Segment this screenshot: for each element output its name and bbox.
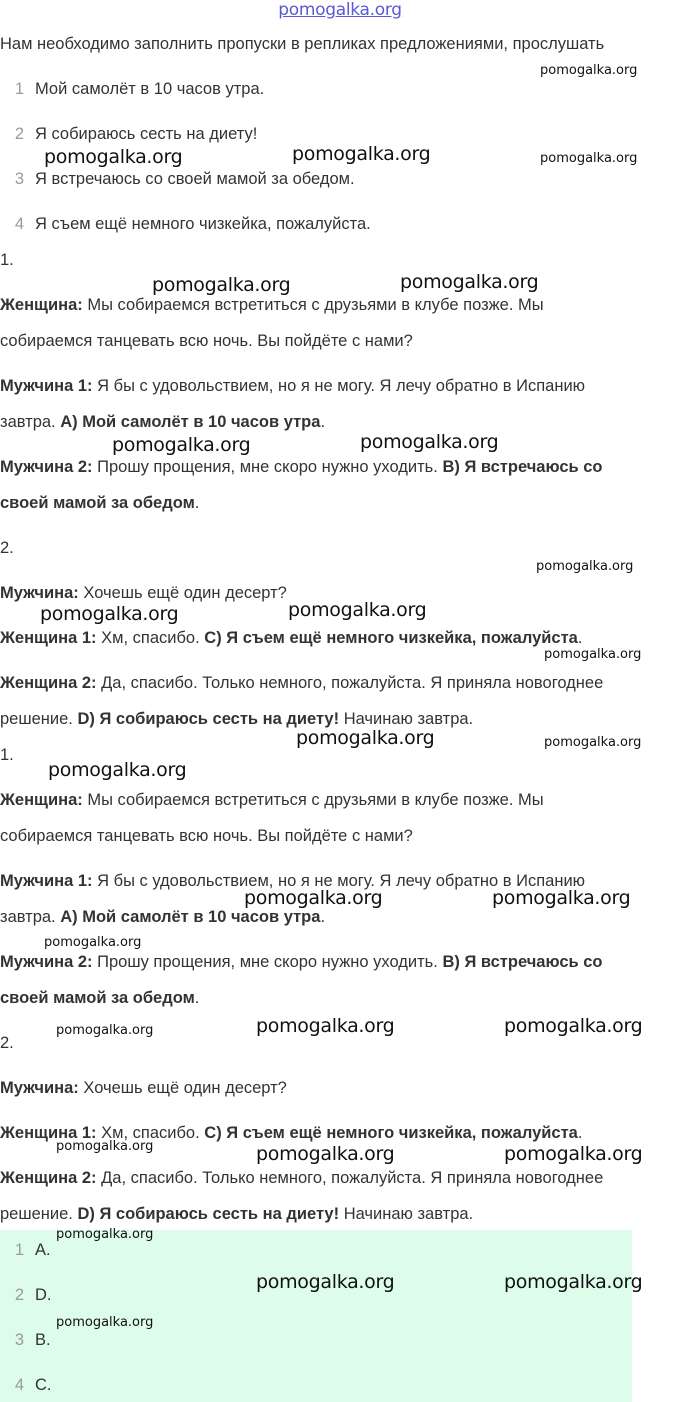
line-text: Я бы с удовольствием, но я не могу. Я лечу обратно в Испанию <box>97 377 586 395</box>
dialogue-number: 1. <box>0 746 14 764</box>
line-text: Я бы с удовольствием, но я не могу. Я лечу обратно в Испанию <box>97 872 586 890</box>
watermark: pomogalka.org <box>256 1143 395 1165</box>
line-text: Хм, спасибо. <box>101 629 200 647</box>
watermark: pomogalka.org <box>504 1271 643 1293</box>
option-text: Я собираюсь сесть на диету! <box>35 125 258 143</box>
answer-text: A) Мой самолёт в 10 часов утра <box>60 908 321 926</box>
answer-text: A) Мой самолёт в 10 часов утра <box>60 413 321 431</box>
answer-text: своей мамой за обедом <box>0 494 195 512</box>
speaker-label: Мужчина 2: <box>0 953 93 971</box>
option-text: Я встречаюсь со своей мамой за обедом. <box>35 170 355 188</box>
dialogue-line <box>0 457 603 477</box>
answer-text: B) Я встречаюсь со <box>442 458 603 476</box>
speaker-label: Мужчина: <box>0 1079 79 1097</box>
line-text: Начинаю завтра. <box>343 710 474 728</box>
answer-text: C) Я съем ещё немного чизкейка, пожалуйста <box>204 629 578 647</box>
answer-text: своей мамой за обедом <box>0 989 195 1007</box>
watermark: pomogalka.org <box>44 146 183 168</box>
answer-letter: D. <box>35 1286 52 1304</box>
watermark: pomogalka.org <box>44 935 142 950</box>
answer-number: 4 <box>14 1376 24 1394</box>
answer-text: C) Я съем ещё немного чизкейка, пожалуйста <box>204 1124 578 1142</box>
watermark: pomogalka.org <box>40 603 179 625</box>
speaker-label: Мужчина 1: <box>0 872 93 890</box>
speaker-label: Женщина: <box>0 791 83 809</box>
line-text: Хочешь ещё один десерт? <box>83 584 287 602</box>
speaker-label: Женщина: <box>0 296 83 314</box>
dialogue-line: Женщина 1: Хм, спасибо. C) Я съем ещё немного чизкейка, пожалуйста. <box>0 1124 583 1142</box>
answer-letter: C. <box>35 1376 52 1394</box>
dialogue-number: 2. <box>0 1034 14 1052</box>
dialogue-line <box>0 1204 473 1224</box>
option-number: 3 <box>14 170 24 188</box>
dialogue-line <box>0 673 603 693</box>
answer-letter: A. <box>35 1241 51 1259</box>
watermark: pomogalka.org <box>504 1143 643 1165</box>
watermark: pomogalka.org <box>244 887 383 909</box>
dialogue-line <box>0 826 413 846</box>
line-text: Да, спасибо. Только немного, пожалуйста. Я приняла новогоднее <box>101 674 604 692</box>
line-text: Хочешь ещё один десерт? <box>83 1079 287 1097</box>
option-number: 4 <box>14 215 24 233</box>
dialogue-line <box>0 1168 603 1188</box>
watermark: pomogalka.org <box>536 559 634 574</box>
answer-text: B) Я встречаюсь со <box>442 953 603 971</box>
watermark: pomogalka.org <box>48 759 187 781</box>
answer-text: D) Я собираюсь сесть на диету! <box>77 1205 340 1223</box>
answer-text: D) Я собираюсь сесть на диету! <box>77 710 340 728</box>
line-text: решение. <box>0 710 73 728</box>
line-text: собираемся танцевать всю ночь. Вы пойдёте с нами? <box>0 332 413 350</box>
answer-number: 3 <box>14 1331 24 1349</box>
watermark: pomogalka.org <box>544 735 642 750</box>
answer-number: 1 <box>14 1241 24 1259</box>
option-number: 2 <box>14 125 24 143</box>
answer-number: 2 <box>14 1286 24 1304</box>
task-instruction: Нам необходимо заполнить пропуски в репликах предложениями, прослушать <box>0 35 605 53</box>
dialogue-number: 1. <box>0 251 14 269</box>
watermark: pomogalka.org <box>112 434 251 456</box>
dialogue-line <box>0 952 603 972</box>
watermark: pomogalka.org <box>56 1023 154 1038</box>
speaker-label: Мужчина 1: <box>0 377 93 395</box>
dialogue-line <box>0 583 287 603</box>
option-text: Я съем ещё немного чизкейка, пожалуйста. <box>35 215 371 233</box>
site-link[interactable]: pomogalka.org <box>278 0 402 20</box>
line-text: Да, спасибо. Только немного, пожалуйста. Я приняла новогоднее <box>101 1169 604 1187</box>
dialogue-line <box>0 376 585 396</box>
speaker-label: Женщина 1: <box>0 1124 97 1142</box>
watermark: pomogalka.org <box>296 727 435 749</box>
watermark: pomogalka.org <box>492 887 631 909</box>
dialogue-line <box>0 295 544 315</box>
dialogue-line: завтра. A) Мой самолёт в 10 часов утра. <box>0 413 326 431</box>
watermark: pomogalka.org <box>400 271 539 293</box>
line-text: Прошу прощения, мне скоро нужно уходить. <box>97 953 438 971</box>
dialogue-line: своей мамой за обедом. <box>0 989 200 1007</box>
speaker-label: Мужчина 2: <box>0 458 93 476</box>
line-text: собираемся танцевать всю ночь. Вы пойдёте с нами? <box>0 827 413 845</box>
speaker-label: Женщина 2: <box>0 1169 97 1187</box>
line-text: Начинаю завтра. <box>343 1205 474 1223</box>
dialogue-number: 2. <box>0 539 14 557</box>
line-text: Хм, спасибо. <box>101 1124 200 1142</box>
watermark: pomogalka.org <box>56 1139 154 1154</box>
line-text: Мы собираемся встретиться с друзьями в клубе позже. Мы <box>87 791 544 809</box>
watermark: pomogalka.org <box>256 1015 395 1037</box>
watermark: pomogalka.org <box>152 274 291 296</box>
watermark: pomogalka.org <box>288 599 427 621</box>
dialogue-line: Женщина 1: Хм, спасибо. C) Я съем ещё немного чизкейка, пожалуйста. <box>0 629 583 647</box>
watermark: pomogalka.org <box>360 431 499 453</box>
watermark: pomogalka.org <box>540 151 638 166</box>
watermark: pomogalka.org <box>56 1227 154 1242</box>
watermark: pomogalka.org <box>504 1015 643 1037</box>
watermark: pomogalka.org <box>292 143 431 165</box>
watermark: pomogalka.org <box>544 647 642 662</box>
dialogue-line <box>0 331 413 351</box>
line-text: завтра. <box>0 413 56 431</box>
line-text: Прошу прощения, мне скоро нужно уходить. <box>97 458 438 476</box>
dialogue-line <box>0 1078 287 1098</box>
watermark: pomogalka.org <box>256 1271 395 1293</box>
dialogue-line <box>0 790 544 810</box>
line-text: решение. <box>0 1205 73 1223</box>
line-text: Мы собираемся встретиться с друзьями в клубе позже. Мы <box>87 296 544 314</box>
watermark: pomogalka.org <box>56 1315 154 1330</box>
option-text: Мой самолёт в 10 часов утра. <box>35 80 265 98</box>
speaker-label: Женщина 2: <box>0 674 97 692</box>
option-number: 1 <box>14 80 24 98</box>
dialogue-line: своей мамой за обедом. <box>0 494 200 512</box>
speaker-label: Женщина 1: <box>0 629 97 647</box>
answer-letter: B. <box>35 1331 51 1349</box>
speaker-label: Мужчина: <box>0 584 79 602</box>
line-text: завтра. <box>0 908 56 926</box>
watermark: pomogalka.org <box>540 63 638 78</box>
dialogue-line <box>0 709 473 729</box>
dialogue-line: завтра. A) Мой самолёт в 10 часов утра. <box>0 908 326 926</box>
